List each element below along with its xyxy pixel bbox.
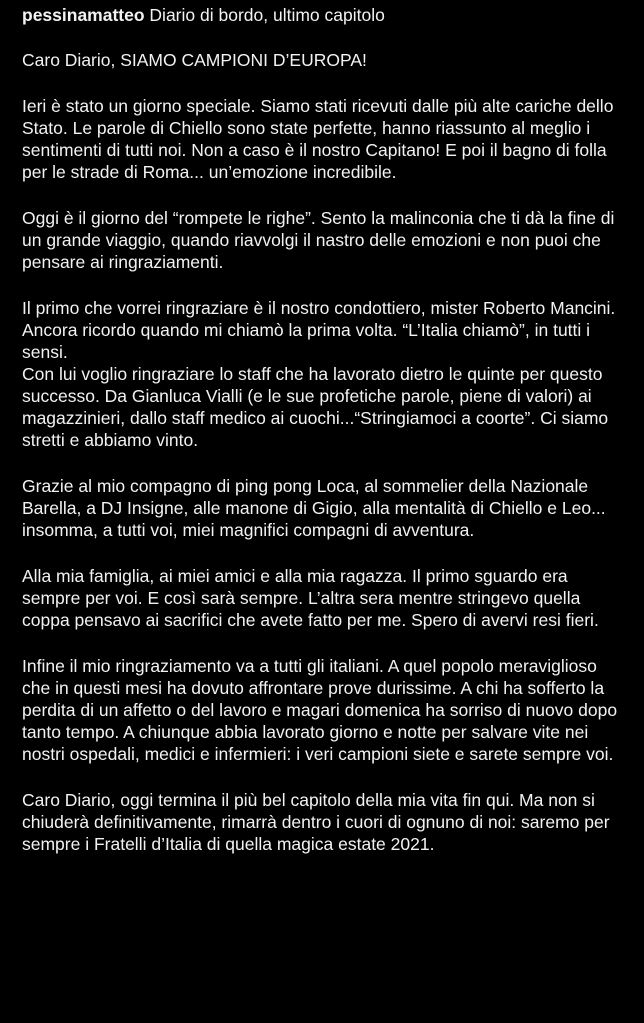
paragraph-thanks-italians: [22, 655, 626, 765]
paragraph-text: Ieri è stato un giorno speciale. Siamo stati ricevuti dalle più alte cariche dello Stato. Le parole di Chiello sono state perfette, hanno riassunto al meglio i sentimenti di tutti noi. Non a caso è il nostro Capitano! E poi il bagno di folla per le strade di Roma... un’emozione incredibile.: [22, 96, 614, 182]
username-link[interactable]: pessinamatteo: [22, 5, 145, 25]
caption-header: [22, 4, 626, 26]
paragraph-text: Caro Diario, oggi termina il più bel capitolo della mia vita fin qui. Ma non si chiuderà definitivamente, rimarrà dentro i cuori di ognuno di noi: saremo per sempre i Fratelli d’Italia di quella magica estate 2021.: [22, 790, 610, 854]
greeting-line: Caro Diario, SIAMO CAMPIONI D’EUROPA!: [22, 50, 367, 70]
post-title: Diario di bordo, ultimo capitolo: [149, 5, 385, 25]
paragraph-text: Il primo che vorrei ringraziare è il nostro condottiero, mister Roberto Mancini. Ancora ricordo quando mi chiamò la prima volta. “L’Italia chiamò”, in tutti i sensi.: [22, 298, 616, 362]
paragraph-text: Alla mia famiglia, ai miei amici e alla mia ragazza. Il primo sguardo era sempre per voi. E così sarà sempre. L’altra sera mentre stringevo quella coppa pensavo ai sacrifici che avete fatto per me. Spero di avervi resi fieri.: [22, 566, 599, 630]
paragraph-thanks-teammates: [22, 475, 626, 541]
paragraph-text: Oggi è il giorno del “rompete le righe”. Sento la malinconia che ti dà la fine di un grande viaggio, quando riavvolgi il nastro delle emozioni e non puoi che pensare ai ringraziamenti.: [22, 208, 615, 272]
paragraph-thanks-family: [22, 565, 626, 631]
paragraph-text: Grazie al mio compagno di ping pong Loca, al sommelier della Nazionale Barella, a DJ Insigne, alle manone di Gigio, alla mentalità di Chiello e Leo... insomma, a tutti voi, miei magnifici compagni di avventura.: [22, 476, 606, 540]
paragraph-ceremony: [22, 95, 626, 183]
paragraph-closing: [22, 789, 626, 855]
paragraph-goodbye: [22, 207, 626, 273]
paragraph-text: Con lui voglio ringraziare lo staff che ha lavorato dietro le quinte per questo successo. Da Gianluca Vialli (e le sue profetiche parole, piene di valori) ai magazzinieri, dallo staff medico ai cuochi...“Stringiamoci a coorte”. Ci siamo stretti e abbiamo vinto.: [22, 364, 609, 450]
paragraph-text: Infine il mio ringraziamento va a tutti gli italiani. A quel popolo meraviglioso che in questi mesi ha dovuto affrontare prove durissime. A chi ha sofferto la perdita di un affetto o del lavoro e magari domenica ha sorriso di nuovo dopo tanto tempo. A chiunque abbia lavorato giorno e notte per salvare vite nei nostri ospedali, medici e infermieri: i veri campioni siete e sarete sempre voi.: [22, 656, 618, 764]
paragraph-thanks-coach: [22, 297, 626, 451]
